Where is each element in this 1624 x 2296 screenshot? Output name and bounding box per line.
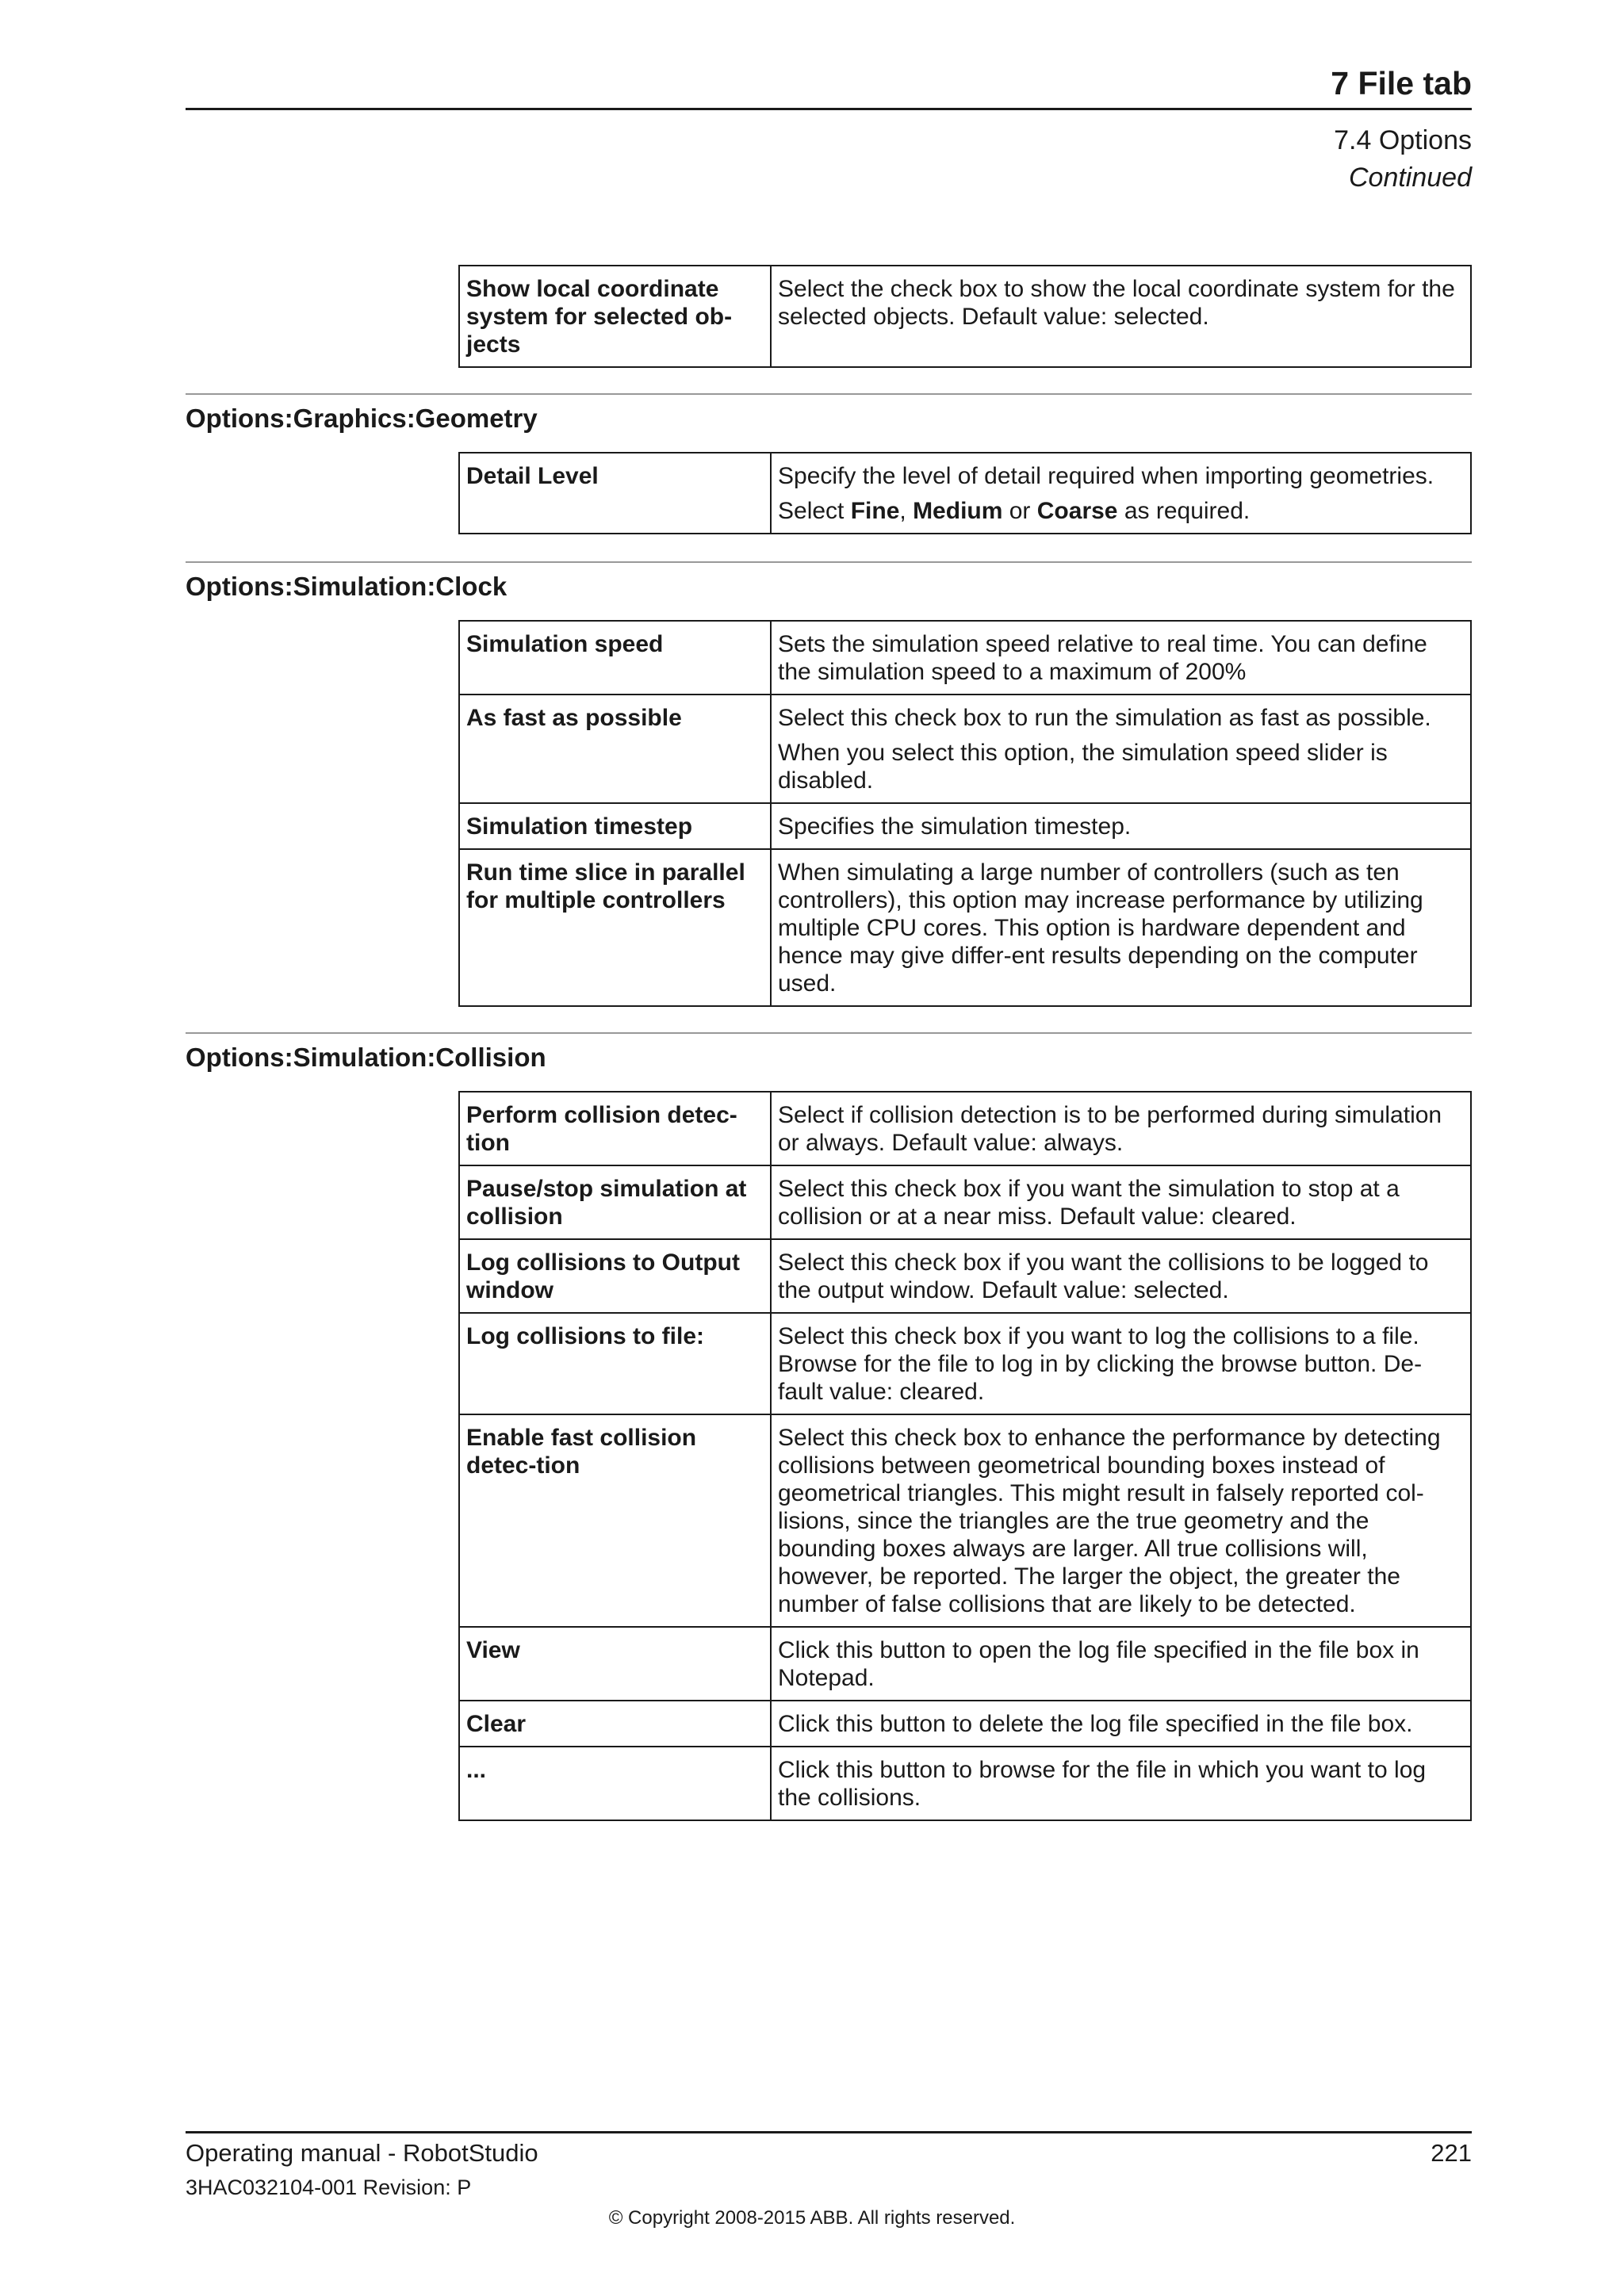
- text-run: Select: [778, 498, 851, 524]
- collision-section: [186, 1032, 1472, 1073]
- page-header: [186, 63, 1472, 196]
- option-name: Log collisions to file:: [459, 1313, 771, 1414]
- option-description: [771, 1414, 1471, 1627]
- option-description: [771, 1092, 1471, 1165]
- chapter-title: 7 File tab: [186, 63, 1472, 110]
- option-name: Run time slice in parallel for multiple controllers: [459, 849, 771, 1006]
- section-heading: Options:Simulation:Collision: [186, 1032, 1472, 1073]
- option-medium: Medium: [913, 498, 1003, 524]
- description-paragraph: Select this check box if you want the collisions to be logged to the output window. Default value: selected.: [778, 1249, 1429, 1303]
- description-paragraph: Click this button to open the log file specified in the file box in Notepad.: [778, 1637, 1419, 1691]
- option-description: [771, 621, 1471, 695]
- section-heading: Options:Graphics:Geometry: [186, 393, 1472, 434]
- continued-label: Continued: [1348, 163, 1472, 193]
- display-options-table: [458, 265, 1472, 368]
- option-description: [771, 849, 1471, 1006]
- option-description: [771, 1239, 1471, 1313]
- option-name: Simulation timestep: [459, 803, 771, 849]
- table-row: [459, 266, 1471, 367]
- description-paragraph: Select if collision detection is to be performed during simulation or always. Default value: always.: [778, 1102, 1442, 1156]
- option-description: [771, 803, 1471, 849]
- description-paragraph: Select this check box to enhance the performance by detecting collisions between geometrical bounding boxes instead of geometrical triangles. This might result in falsely reported col-lisions, since the triangles are the true geometry and the bounding boxes always are larger. All true collisions will, however, be reported. The larger the object, the greater the number of false collisions that are likely to be detected.: [778, 1425, 1441, 1617]
- option-name: Perform collision detec-tion: [459, 1092, 771, 1165]
- geometry-section: [186, 393, 1472, 434]
- description-paragraph: Select this check box to run the simulation as fast as possible.: [778, 705, 1431, 731]
- table-row: [459, 1747, 1471, 1820]
- page-footer: [186, 2131, 1472, 2203]
- description-paragraph: When you select this option, the simulation speed slider is disabled.: [778, 740, 1388, 794]
- description-paragraph: [778, 497, 1464, 525]
- option-description: [771, 695, 1471, 803]
- option-description: [771, 453, 1471, 534]
- text-run: or: [1002, 498, 1037, 524]
- table-row: [459, 1239, 1471, 1313]
- table-row: [459, 1165, 1471, 1239]
- description-paragraph: Specify the level of detail required when importing geometries.: [778, 463, 1434, 489]
- description-paragraph: Select the check box to show the local coordinate system for the selected objects. Default value: selected.: [778, 276, 1455, 330]
- option-name: View: [459, 1627, 771, 1701]
- footer-rule: [186, 2131, 1472, 2133]
- geometry-options-table: [458, 452, 1472, 534]
- option-description: [771, 1165, 1471, 1239]
- page-number: 221: [1431, 2139, 1472, 2167]
- option-fine: Fine: [850, 498, 900, 524]
- table-row: [459, 1701, 1471, 1747]
- option-description: [771, 1313, 1471, 1414]
- clock-section: [186, 561, 1472, 603]
- table-row: [459, 1313, 1471, 1414]
- description-paragraph: Sets the simulation speed relative to real time. You can define the simulation speed to a maximum of 200%: [778, 631, 1427, 685]
- table-row: [459, 1092, 1471, 1165]
- option-description: [771, 266, 1471, 367]
- description-paragraph: Select this check box if you want the simulation to stop at a collision or at a near miss. Default value: cleared.: [778, 1176, 1400, 1230]
- option-description: [771, 1701, 1471, 1747]
- collision-options-table: [458, 1091, 1472, 1821]
- table-row: [459, 621, 1471, 695]
- option-description: [771, 1747, 1471, 1820]
- section-title: 7.4 Options: [1334, 125, 1472, 155]
- option-name: Detail Level: [459, 453, 771, 534]
- description-paragraph: Click this button to delete the log file specified in the file box.: [778, 1711, 1413, 1737]
- table-row: [459, 453, 1471, 534]
- option-coarse: Coarse: [1036, 498, 1118, 524]
- document-id: 3HAC032104-001 Revision: P: [186, 2175, 472, 2199]
- table-row: [459, 849, 1471, 1006]
- option-name: Log collisions to Output window: [459, 1239, 771, 1313]
- description-paragraph: Specifies the simulation timestep.: [778, 813, 1132, 840]
- table-row: [459, 695, 1471, 803]
- text-run: ,: [899, 498, 914, 524]
- description-paragraph: When simulating a large number of controllers (such as ten controllers), this option may increase performance by utilizing multiple CPU cores. This option is hardware dependent and hence may give differ-ent results depending on the computer used.: [778, 859, 1423, 997]
- table-row: [459, 1627, 1471, 1701]
- option-name: Enable fast collision detec-tion: [459, 1414, 771, 1627]
- description-paragraph: Click this button to browse for the file in which you want to log the collisions.: [778, 1757, 1427, 1811]
- option-name: Clear: [459, 1701, 771, 1747]
- option-name: Pause/stop simulation at collision: [459, 1165, 771, 1239]
- clock-options-table: [458, 620, 1472, 1007]
- text-run: as required.: [1117, 498, 1251, 524]
- description-paragraph: Select this check box if you want to log the collisions to a file. Browse for the file to log in by clicking the browse button. De-fault value: cleared.: [778, 1323, 1423, 1405]
- option-name: Show local coordinate system for selected ob-jects: [459, 266, 771, 367]
- option-name: As fast as possible: [459, 695, 771, 803]
- table-row: [459, 803, 1471, 849]
- option-name: Simulation speed: [459, 621, 771, 695]
- manual-title: Operating manual - RobotStudio: [186, 2139, 538, 2167]
- copyright-notice: © Copyright 2008-2015 ABB. All rights reserved.: [608, 2207, 1016, 2229]
- table-row: [459, 1414, 1471, 1627]
- option-name: ...: [459, 1747, 771, 1820]
- option-description: [771, 1627, 1471, 1701]
- section-heading: Options:Simulation:Clock: [186, 561, 1472, 603]
